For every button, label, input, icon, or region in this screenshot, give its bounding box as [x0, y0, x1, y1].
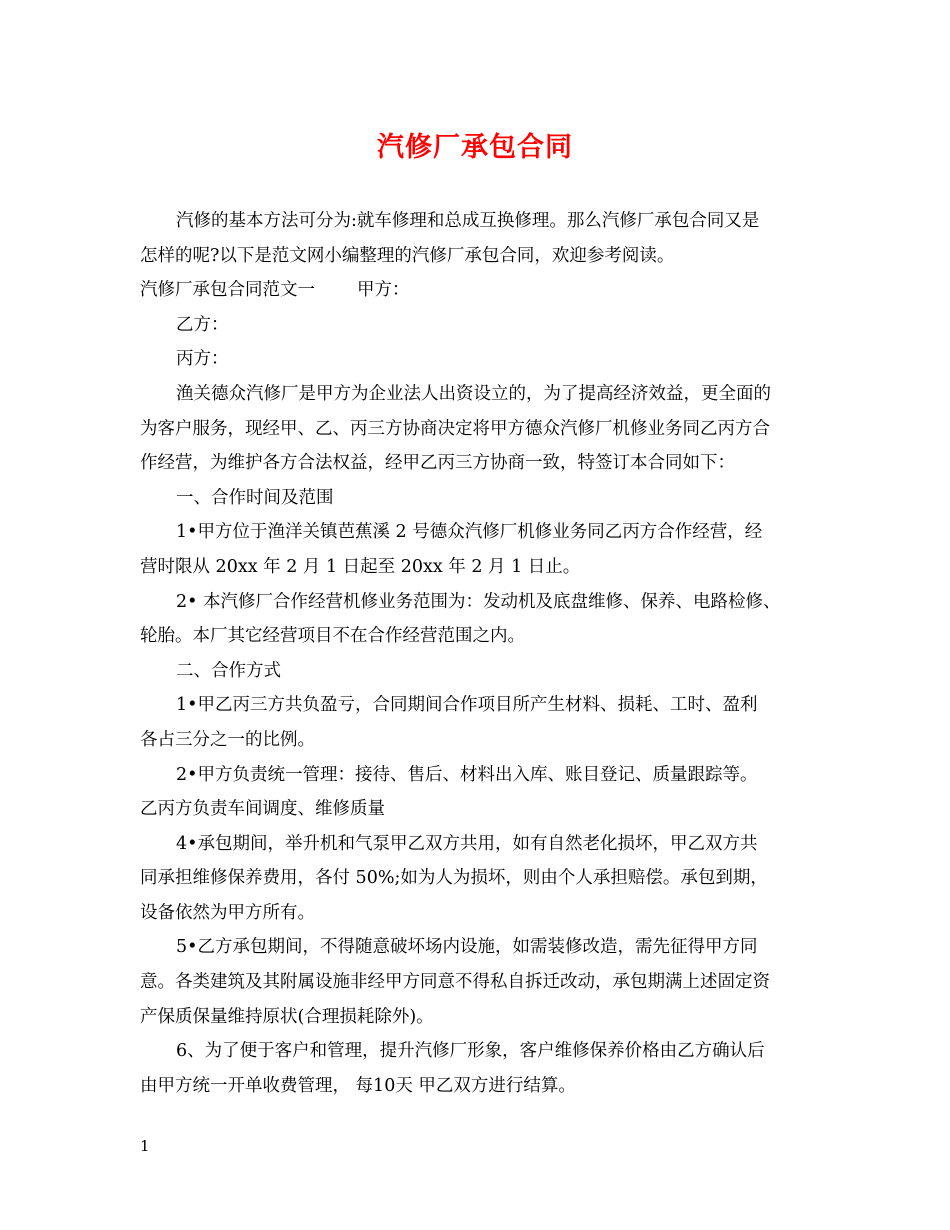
text-line — [140, 792, 820, 827]
text-line-content: 汽修厂承包合同范文一 — [140, 280, 315, 301]
text-line — [140, 204, 820, 239]
text-line — [140, 550, 820, 585]
text-line — [140, 446, 820, 481]
text-line — [140, 239, 820, 274]
text-line — [140, 654, 820, 689]
text-line — [140, 827, 820, 862]
party-a-label: 甲方： — [357, 280, 410, 301]
text-line-content: 各占三分之一的比例。 — [140, 729, 315, 750]
text-line — [140, 688, 820, 723]
text-line — [140, 1069, 820, 1104]
text-line-content: 产保质保量维持原状(合理损耗除外)。 — [140, 1006, 434, 1027]
text-line-content: 营时限从 20xx 年 2 月 1 日起至 20xx 年 2 月 1 日止。 — [140, 556, 581, 577]
page-number: 1 — [140, 1137, 150, 1155]
text-line — [140, 619, 820, 654]
text-line-content: 1•甲乙丙三方共负盈亏，合同期间合作项目所产生材料、损耗、工时、盈利 — [176, 695, 758, 716]
text-line — [140, 930, 820, 965]
document-title: 汽修厂承包合同 — [377, 132, 573, 163]
document-body — [140, 204, 820, 1103]
text-line-content: 一、合作时间及范围 — [176, 487, 334, 508]
text-line-content: 为客户服务，现经甲、乙、丙三方协商决定将甲方德众汽修厂机修业务同乙丙方合 — [140, 418, 770, 439]
text-line-content: 意。各类建筑及其附属设施非经甲方同意不得私自拆迁改动，承包期满上述固定资 — [140, 972, 770, 993]
text-line-content: 2• 本汽修厂合作经营机修业务范围为：发动机及底盘维修、保养、电路检修、 — [176, 591, 781, 612]
text-line-content: 汽修的基本方法可分为:就车修理和总成互换修理。那么汽修厂承包合同又是 — [176, 211, 760, 231]
text-line-content: 怎样的呢?以下是范文网小编整理的汽修厂承包合同，欢迎参考阅读。 — [140, 245, 675, 266]
text-line-content: 乙方： — [176, 314, 229, 335]
text-line-content: 轮胎。本厂其它经营项目不在合作经营范围之内。 — [140, 626, 525, 647]
text-line-content: 4•承包期间，举升机和气泵甲乙双方共用，如有自然老化损坏，甲乙双方共 — [176, 833, 758, 854]
text-line — [140, 965, 820, 1000]
text-line — [140, 861, 820, 896]
text-line — [140, 1034, 820, 1069]
text-line — [140, 342, 820, 377]
text-line — [140, 1000, 820, 1035]
text-line-content: 二、合作方式 — [176, 660, 281, 681]
text-line-content: 5•乙方承包期间，不得随意破坏场内设施，如需装修改造，需先征得甲方同 — [176, 937, 758, 958]
text-line — [140, 481, 820, 516]
text-line — [140, 723, 820, 758]
text-line — [140, 896, 820, 931]
text-line — [140, 758, 820, 793]
text-line-content: 6、为了便于客户和管理，提升汽修厂形象，客户维修保养价格由乙方确认后 — [176, 1041, 765, 1062]
text-line — [140, 585, 820, 620]
text-line-content: 丙方： — [176, 349, 229, 370]
text-line — [140, 308, 820, 343]
text-line-content: 由甲方统一开单收费管理， 每10天 甲乙双方进行结算。 — [140, 1075, 576, 1096]
text-line-content: 1•甲方位于渔洋关镇芭蕉溪 2 号德众汽修厂机修业务同乙丙方合作经营，经 — [176, 522, 763, 543]
text-line-content: 乙丙方负责车间调度、维修质量 — [140, 799, 385, 820]
text-line-content: 设备依然为甲方所有。 — [140, 902, 315, 923]
text-line-content: 作经营，为维护各方合法权益，经甲乙丙三方协商一致，特签订本合同如下： — [140, 453, 735, 474]
text-line-content: 2•甲方负责统一管理：接待、售后、材料出入库、账目登记、质量跟踪等。 — [176, 764, 758, 785]
text-line-content: 渔关德众汽修厂是甲方为企业法人出资设立的，为了提高经济效益，更全面的 — [176, 383, 771, 404]
text-line — [140, 273, 820, 308]
text-line — [140, 412, 820, 447]
text-line — [140, 515, 820, 550]
text-line — [140, 377, 820, 412]
text-line-content: 同承担维修保养费用，各付 50%;如为人为损坏，则由个人承担赔偿。承包到期， — [140, 868, 768, 889]
